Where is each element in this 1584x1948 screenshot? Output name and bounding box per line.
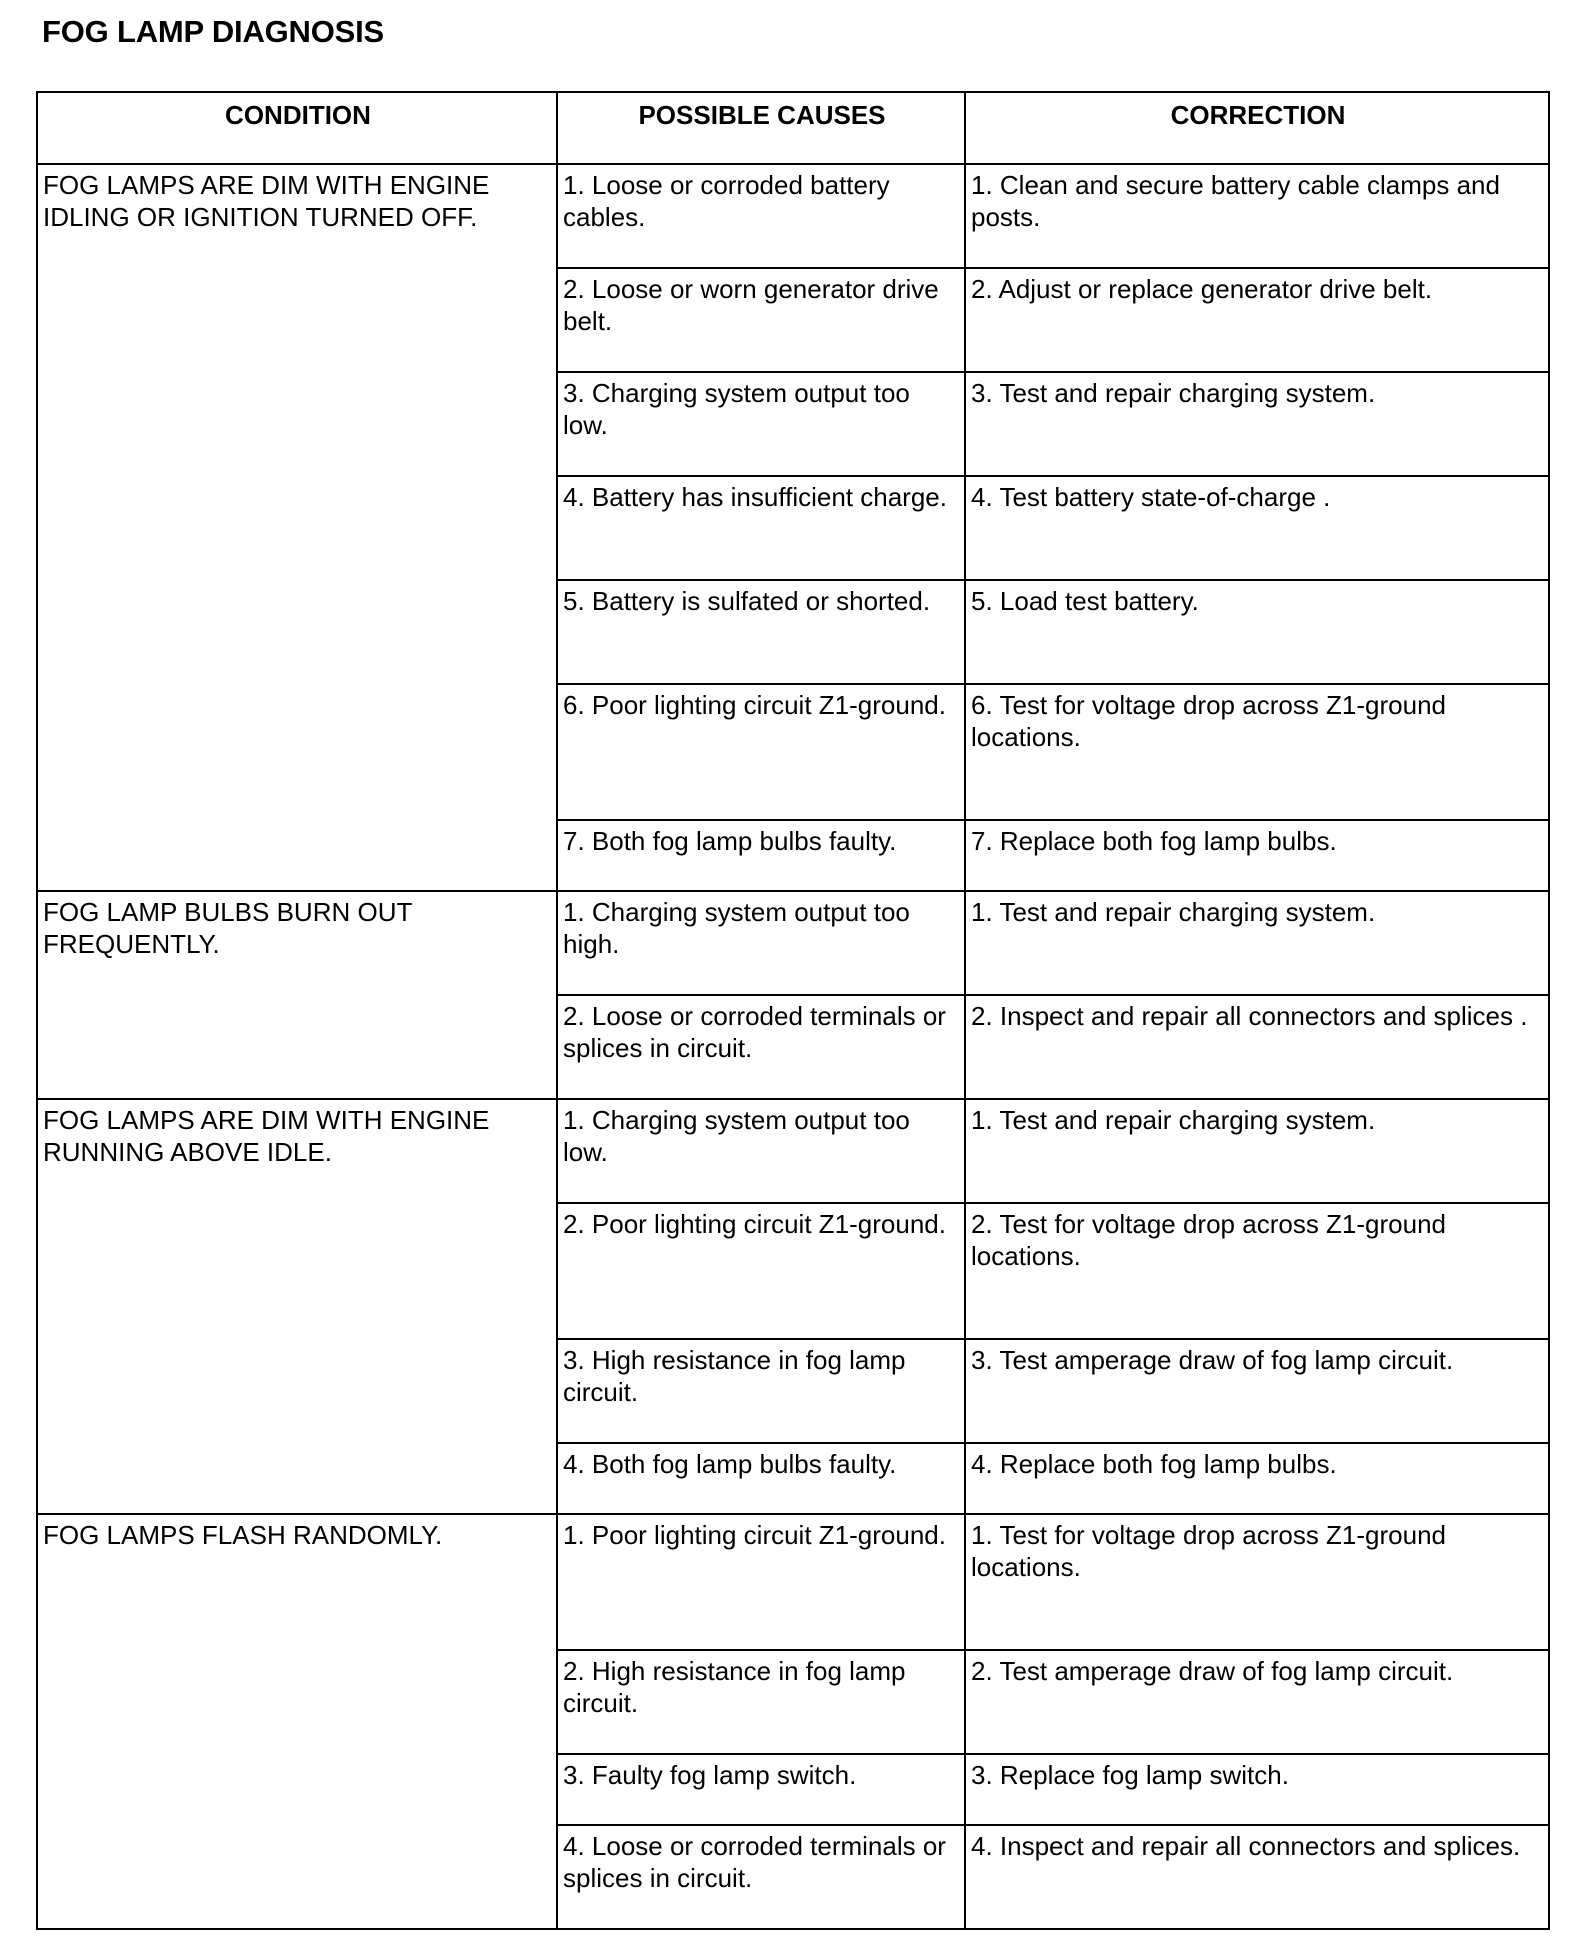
correction-cell: 3. Test and repair charging system. [965,372,1549,476]
correction-cell: 3. Replace fog lamp switch. [965,1754,1549,1825]
condition-cell: FOG LAMPS ARE DIM WITH ENGINE IDLING OR IGNITION TURNED OFF. [37,164,557,891]
correction-cell: 5. Load test battery. [965,580,1549,684]
correction-cell: 2. Test amperage draw of fog lamp circuit. [965,1650,1549,1754]
cause-cell: 4. Battery has insufficient charge. [557,476,965,580]
cause-cell: 1. Charging system output too low. [557,1099,965,1203]
table-row [37,891,1549,995]
condition-header: CONDITION [37,92,557,164]
table-row [37,1514,1549,1650]
correction-header: CORRECTION [965,92,1549,164]
cause-cell: 3. Faulty fog lamp switch. [557,1754,965,1825]
condition-cell: FOG LAMPS FLASH RANDOMLY. [37,1514,557,1929]
correction-cell: 3. Test amperage draw of fog lamp circuit. [965,1339,1549,1443]
cause-cell: 6. Poor lighting circuit Z1-ground. [557,684,965,820]
cause-cell: 2. High resistance in fog lamp circuit. [557,1650,965,1754]
cause-cell: 3. Charging system output too low. [557,372,965,476]
correction-cell: 1. Test for voltage drop across Z1-ground locations. [965,1514,1549,1650]
cause-cell: 2. Loose or worn generator drive belt. [557,268,965,372]
correction-cell: 7. Replace both fog lamp bulbs. [965,820,1549,891]
correction-cell: 4. Inspect and repair all connectors and splices. [965,1825,1549,1929]
table-row [37,1099,1549,1203]
condition-cell: FOG LAMP BULBS BURN OUT FREQUENTLY. [37,891,557,1099]
correction-cell: 2. Test for voltage drop across Z1-ground locations. [965,1203,1549,1339]
correction-cell: 2. Inspect and repair all connectors and splices . [965,995,1549,1099]
table-header-row [37,92,1549,164]
cause-cell: 4. Both fog lamp bulbs faulty. [557,1443,965,1514]
diagnosis-table [36,91,1550,1930]
correction-cell: 1. Clean and secure battery cable clamps and posts. [965,164,1549,268]
correction-cell: 6. Test for voltage drop across Z1-ground locations. [965,684,1549,820]
causes-header: POSSIBLE CAUSES [557,92,965,164]
cause-cell: 4. Loose or corroded terminals or splices in circuit. [557,1825,965,1929]
cause-cell: 2. Loose or corroded terminals or splices in circuit. [557,995,965,1099]
cause-cell: 1. Loose or corroded battery cables. [557,164,965,268]
correction-cell: 2. Adjust or replace generator drive belt. [965,268,1549,372]
correction-cell: 1. Test and repair charging system. [965,891,1549,995]
cause-cell: 2. Poor lighting circuit Z1-ground. [557,1203,965,1339]
cause-cell: 1. Charging system output too high. [557,891,965,995]
table-row [37,164,1549,268]
cause-cell: 1. Poor lighting circuit Z1-ground. [557,1514,965,1650]
correction-cell: 4. Replace both fog lamp bulbs. [965,1443,1549,1514]
cause-cell: 5. Battery is sulfated or shorted. [557,580,965,684]
cause-cell: 7. Both fog lamp bulbs faulty. [557,820,965,891]
cause-cell: 3. High resistance in fog lamp circuit. [557,1339,965,1443]
condition-cell: FOG LAMPS ARE DIM WITH ENGINE RUNNING ABOVE IDLE. [37,1099,557,1514]
page-title: FOG LAMP DIAGNOSIS [42,14,385,49]
correction-cell: 1. Test and repair charging system. [965,1099,1549,1203]
correction-cell: 4. Test battery state-of-charge . [965,476,1549,580]
